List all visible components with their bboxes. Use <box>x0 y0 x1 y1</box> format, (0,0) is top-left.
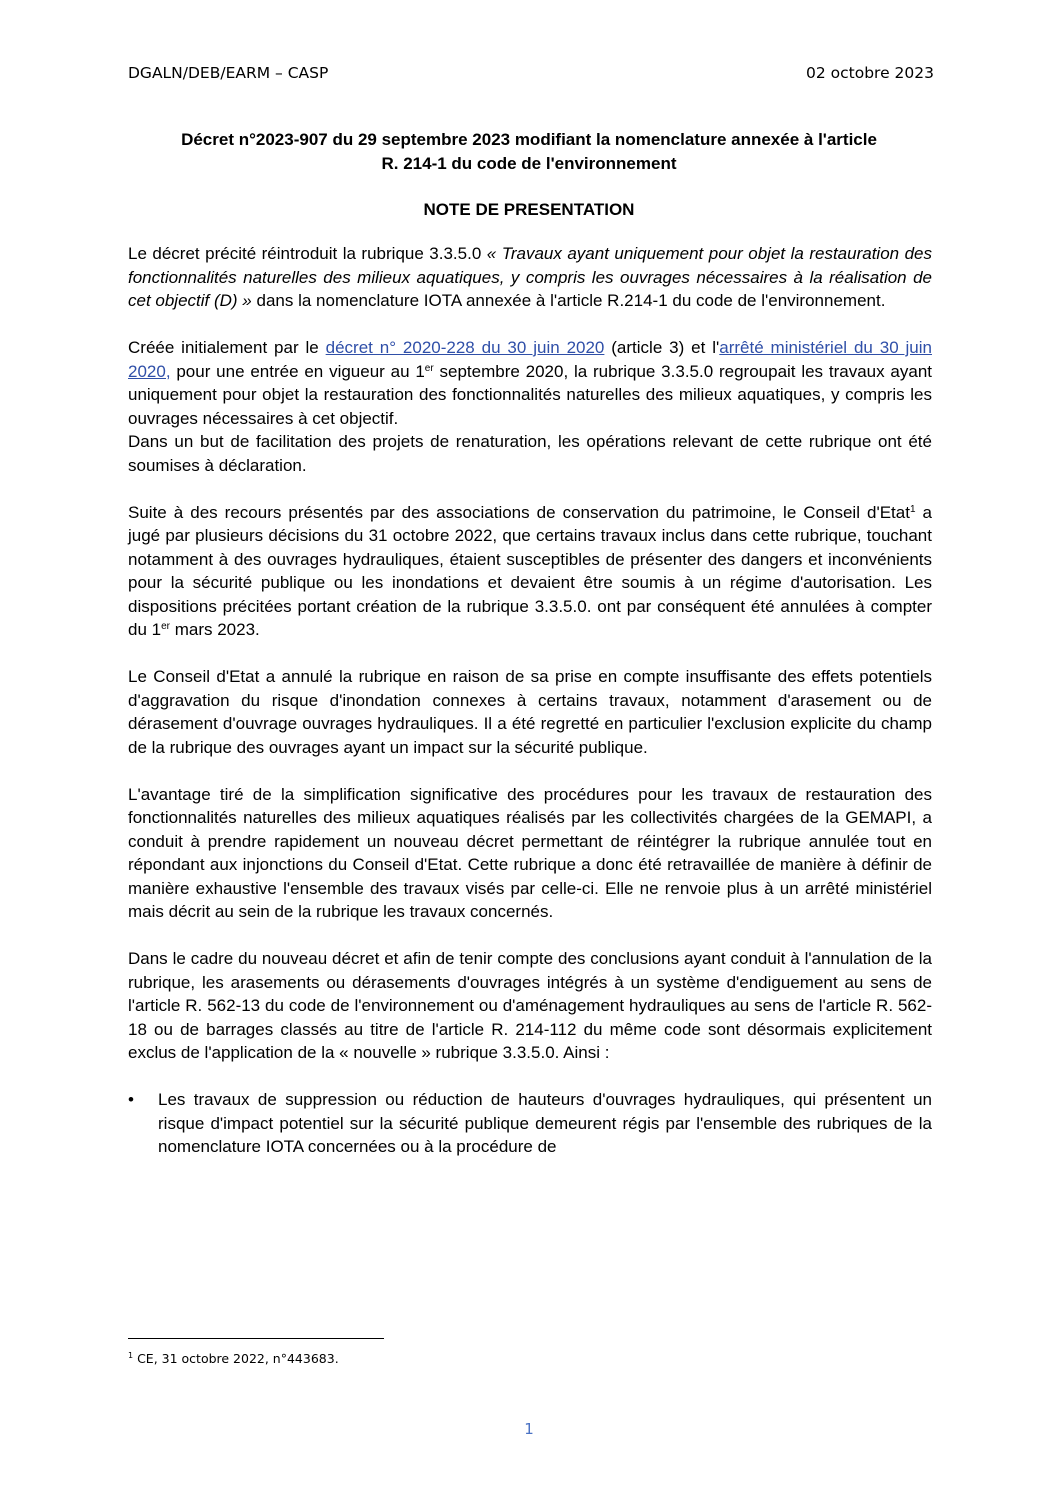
paragraph-1 <box>128 242 932 313</box>
arrete-link[interactable]: arrêté ministériel du 30 juin 2020, <box>128 338 932 381</box>
paragraph-4-text-b: a jugé par plusieurs décisions du 31 octobre 2022, que certains travaux inclus dans cette rubrique, touchant notamment à des ouvrages hydrauliques, étaient susceptibles de présenter des dangers et inconvénients pour la sécurité publique ou les inondations et devaient être soumis à un régime d'autorisation. Les dispositions précitées portant création de la rubrique 3.3.5.0. ont par conséquent été annulées à compter du 1 <box>128 502 932 639</box>
page-number: 1 <box>524 1420 534 1438</box>
paragraph-2-text-d: septembre 2020, la rubrique 3.3.5.0 regroupait les travaux ayant uniquement pour objet la restauration des fonctionnalités naturelles des milieux aquatiques, y compris les ouvrages nécessaires à cet objectif. <box>128 361 932 428</box>
paragraph-2 <box>128 336 932 430</box>
header-date: 02 octobre 2023 <box>806 64 934 82</box>
paragraph-2-superscript: er <box>424 362 434 374</box>
paragraph-1-quote: « Travaux ayant uniquement pour objet la restauration des fonctionnalités naturelles des milieux aquatiques, y compris les ouvrages nécessaires à la réalisation de cet objectif (D) » <box>128 244 933 310</box>
paragraph-6: L'avantage tiré de la simplification significative des procédures pour les travaux de restauration des fonctionnalités naturelles des milieux aquatiques réalisés par les collectivités chargées de la GEMAPI, a conduit à prendre rapidement un nouveau décret permettant de réintégrer la rubrique annulée tout en répondant aux injonctions du Conseil d'Etat. Cette rubrique a donc été retravaillée de manière à définir de manière exhaustive l'ensemble des travaux visés par celle-ci. Elle ne renvoie plus à un arrêté ministériel mais décrit au sein de la rubrique les travaux concernés. <box>128 784 932 921</box>
paragraph-1-text-b: dans la nomenclature IOTA annexée à l'article R.214-1 du code de l'environnement. <box>251 291 886 310</box>
paragraph-4 <box>128 501 932 642</box>
paragraph-4-superscript: er <box>161 621 170 632</box>
paragraph-4-text-c: mars 2023. <box>170 620 260 639</box>
bullet-list <box>128 1088 932 1159</box>
list-item-text: Les travaux de suppression ou réduction de hauteurs d'ouvrages hydrauliques, qui présentent un risque d'impact potentiel sur la sécurité publique demeurent régis par l'ensemble des rubriques de la nomenclature IOTA concernées ou à la procédure de <box>158 1090 932 1156</box>
footnote-separator <box>128 1338 384 1339</box>
paragraph-2-text-b: (article 3) et l' <box>604 338 720 357</box>
title-line-1: Décret n°2023-907 du 29 septembre 2023 modifiant la nomenclature annexée à l'article <box>181 130 877 149</box>
list-item <box>128 1088 932 1159</box>
document-body <box>128 242 932 1159</box>
decree-link[interactable]: décret n° 2020-228 du 30 juin 2020 <box>325 338 605 357</box>
bullet-icon: • <box>128 1090 134 1109</box>
footnote-reference: 1 <box>909 503 916 515</box>
paragraph-2-text-c: pour une entrée en vigueur au 1 <box>170 361 425 381</box>
footnote-number: 1 <box>128 1351 134 1360</box>
section-heading: NOTE DE PRESENTATION <box>423 200 635 219</box>
paragraph-4-text-a: Suite à des recours présentés par des associations de conservation du patrimoine, le Conseil d'Etat <box>128 502 910 522</box>
paragraph-7: Dans le cadre du nouveau décret et afin de tenir compte des conclusions ayant conduit à l'annulation de la rubrique, les arasements ou dérasements d'ouvrages intégrés à un système d'endiguement au sens de l'article R. 562-13 du code de l'environnement ou d'aménagement hydrauliques au sens de l'article R. 562-18 ou de barrages classés au titre de l'article R. 214-112 du même code sont désormais explicitement exclus de l'application de la « nouvelle » rubrique 3.3.5.0. Ainsi : <box>128 949 932 1062</box>
title-line-2: R. 214-1 du code de l'environnement <box>381 153 677 173</box>
page-header <box>128 64 934 88</box>
footnote <box>128 1351 339 1366</box>
paragraph-5: Le Conseil d'Etat a annulé la rubrique en raison de sa prise en compte insuffisante des effets potentiels d'aggravation du risque d'inondation connexes à certains travaux, notamment d'arasement ou de dérasement d'ouvrage ouvrages hydrauliques. Il a été regretté en particulier l'exclusion explicite du champ de la rubrique des ouvrages ayant un impact sur la sécurité publique. <box>128 667 932 757</box>
paragraph-1-text-a: Le décret précité réintroduit la rubrique 3.3.5.0 <box>128 244 487 263</box>
paragraph-2-text-a: Créée initialement par le <box>128 338 326 357</box>
footnote-text: CE, 31 octobre 2022, n°443683. <box>133 1351 339 1366</box>
document-title <box>110 128 948 175</box>
paragraph-3: Dans un but de facilitation des projets de renaturation, les opérations relevant de cette rubrique ont été soumises à déclaration. <box>128 432 932 475</box>
header-reference: DGALN/DEB/EARM – CASP <box>128 64 329 82</box>
